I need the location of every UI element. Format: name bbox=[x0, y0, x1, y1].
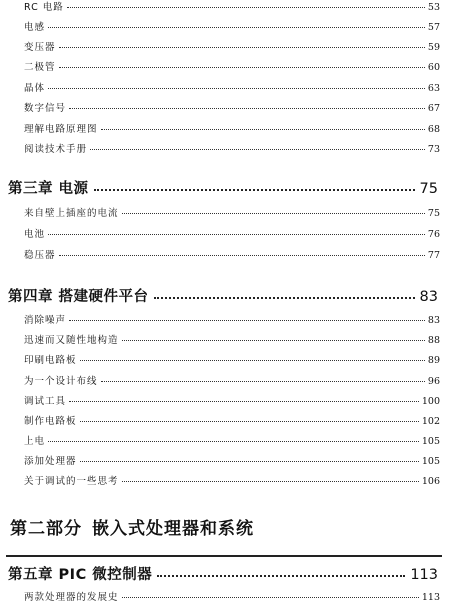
entry-page-number: 96 bbox=[427, 376, 440, 387]
entry-page-number: 88 bbox=[427, 335, 440, 346]
dot-leader bbox=[48, 27, 425, 28]
dot-leader bbox=[69, 320, 425, 321]
entry-page-number: 53 bbox=[427, 2, 440, 13]
toc-entry-transformer[interactable] bbox=[24, 42, 440, 54]
entry-page-number: 67 bbox=[427, 103, 440, 114]
dot-leader bbox=[101, 381, 425, 382]
dot-leader bbox=[122, 481, 419, 482]
entry-title: 关于调试的一些思考 bbox=[24, 476, 119, 487]
entry-title: 为一个设计布线 bbox=[24, 376, 98, 387]
entry-title: 迅速而又随性地构造 bbox=[24, 335, 119, 346]
dot-leader bbox=[48, 88, 425, 89]
dot-leader bbox=[157, 575, 405, 577]
chapter-page-number: 83 bbox=[419, 289, 438, 305]
toc-entry-digital-signal[interactable] bbox=[24, 103, 440, 115]
toc-entry-layout[interactable] bbox=[24, 376, 440, 388]
entry-page-number: 57 bbox=[427, 22, 440, 33]
part-label: 第二部分 bbox=[10, 519, 82, 539]
chapter-title: 第三章 电源 bbox=[8, 181, 89, 197]
dot-leader bbox=[59, 67, 425, 68]
entry-title: 两款处理器的发展史 bbox=[24, 592, 119, 603]
entry-title: 制作电路板 bbox=[24, 416, 77, 427]
toc-entry-add-processor[interactable] bbox=[24, 456, 440, 468]
entry-page-number: 83 bbox=[427, 315, 440, 326]
dot-leader bbox=[48, 441, 419, 442]
entry-title: RC 电路 bbox=[24, 2, 64, 13]
toc-chapter-5[interactable] bbox=[8, 566, 438, 584]
entry-page-number: 63 bbox=[427, 83, 440, 94]
part-title: 嵌入式处理器和系统 bbox=[92, 519, 254, 539]
chapter-page-number: 75 bbox=[419, 181, 438, 197]
entry-title: 阅读技术手册 bbox=[24, 144, 88, 155]
toc-entry-quick-build[interactable] bbox=[24, 335, 440, 347]
entry-page-number: 59 bbox=[427, 42, 440, 53]
dot-leader bbox=[94, 189, 415, 191]
chapter-page-number: 113 bbox=[410, 567, 438, 583]
entry-title: 调试工具 bbox=[24, 396, 67, 407]
entry-page-number: 60 bbox=[427, 62, 440, 73]
toc-entry-wall-outlet[interactable] bbox=[24, 208, 440, 220]
entry-page-number: 73 bbox=[427, 144, 440, 155]
entry-title: 来自壁上插座的电流 bbox=[24, 208, 119, 219]
entry-page-number: 105 bbox=[421, 436, 440, 447]
dot-leader bbox=[80, 360, 425, 361]
dot-leader bbox=[90, 149, 425, 150]
entry-page-number: 76 bbox=[427, 229, 440, 240]
entry-title: 电池 bbox=[24, 229, 46, 240]
entry-title: 晶体 bbox=[24, 83, 46, 94]
dot-leader bbox=[80, 461, 419, 462]
dot-leader bbox=[122, 213, 425, 214]
entry-title: 消除噪声 bbox=[24, 315, 67, 326]
toc-entry-schematics[interactable] bbox=[24, 124, 440, 136]
entry-page-number: 89 bbox=[427, 355, 440, 366]
dot-leader bbox=[69, 401, 419, 402]
entry-page-number: 100 bbox=[421, 396, 440, 407]
toc-entry-battery[interactable] bbox=[24, 229, 440, 241]
chapter-title: 第四章 搭建硬件平台 bbox=[8, 289, 149, 305]
dot-leader bbox=[154, 297, 415, 299]
entry-title: 数字信号 bbox=[24, 103, 67, 114]
toc-entry-inductor[interactable] bbox=[24, 22, 440, 34]
entry-title: 上电 bbox=[24, 436, 46, 447]
dot-leader bbox=[59, 255, 425, 256]
entry-title: 理解电路原理图 bbox=[24, 124, 98, 135]
entry-title: 电感 bbox=[24, 22, 46, 33]
toc-entry-regulator[interactable] bbox=[24, 250, 440, 262]
toc-entry-rc-circuit[interactable] bbox=[24, 2, 440, 14]
dot-leader bbox=[69, 108, 425, 109]
dot-leader bbox=[80, 421, 419, 422]
dot-leader bbox=[67, 7, 425, 8]
toc-entry-pcb[interactable] bbox=[24, 355, 440, 367]
entry-page-number: 77 bbox=[427, 250, 440, 261]
toc-entry-noise[interactable] bbox=[24, 315, 440, 327]
entry-page-number: 75 bbox=[427, 208, 440, 219]
dot-leader bbox=[48, 234, 425, 235]
toc-entry-debug-thoughts[interactable] bbox=[24, 476, 440, 488]
toc-entry-processor-history[interactable] bbox=[24, 592, 440, 604]
toc-entry-diode[interactable] bbox=[24, 62, 440, 74]
entry-page-number: 68 bbox=[427, 124, 440, 135]
dot-leader bbox=[101, 129, 425, 130]
entry-page-number: 106 bbox=[421, 476, 440, 487]
entry-title: 添加处理器 bbox=[24, 456, 77, 467]
chapter-title: 第五章 PIC 微控制器 bbox=[8, 567, 153, 583]
toc-entry-make-board[interactable] bbox=[24, 416, 440, 428]
dot-leader bbox=[122, 340, 425, 341]
dot-leader bbox=[59, 47, 425, 48]
toc-entry-debug-tools[interactable] bbox=[24, 396, 440, 408]
toc-chapter-3[interactable] bbox=[8, 180, 438, 198]
entry-page-number: 113 bbox=[421, 592, 440, 603]
toc-entry-crystal[interactable] bbox=[24, 83, 440, 95]
dot-leader bbox=[122, 597, 419, 598]
entry-title: 变压器 bbox=[24, 42, 56, 53]
part-heading bbox=[10, 514, 254, 539]
entry-page-number: 105 bbox=[421, 456, 440, 467]
entry-page-number: 102 bbox=[421, 416, 440, 427]
entry-title: 印刷电路板 bbox=[24, 355, 77, 366]
toc-entry-power-up[interactable] bbox=[24, 436, 440, 448]
entry-title: 稳压器 bbox=[24, 250, 56, 261]
divider-rule bbox=[6, 555, 442, 557]
entry-title: 二极管 bbox=[24, 62, 56, 73]
toc-chapter-4[interactable] bbox=[8, 288, 438, 306]
toc-entry-datasheets[interactable] bbox=[24, 144, 440, 156]
